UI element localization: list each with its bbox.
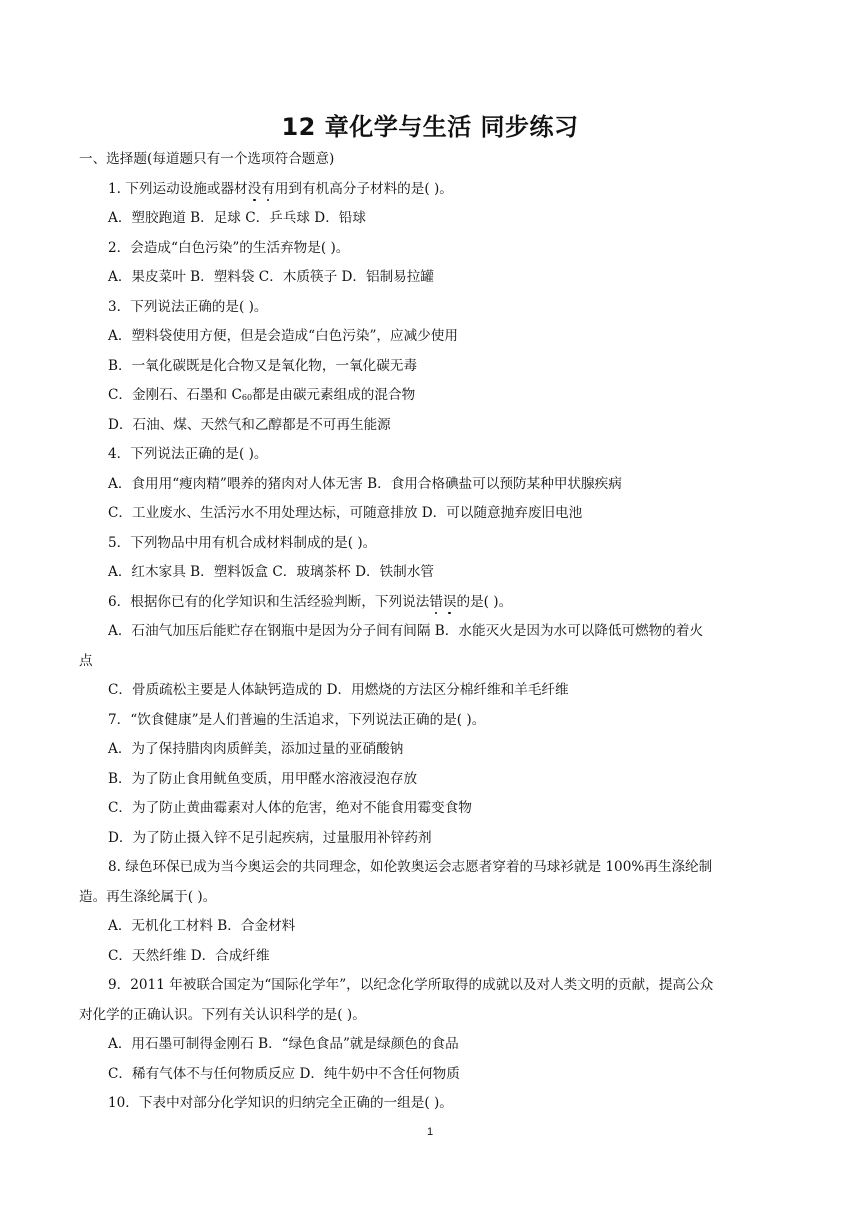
question-1-stem-end: 用到有机高分子材料的是( )。 xyxy=(274,181,453,197)
question-9-stem-wrap: 对化学的正确认识。下列有关认识科学的是( )。 xyxy=(79,1007,366,1023)
page-title: 12 章化学与生活 同步练习 xyxy=(281,113,579,141)
question-10-stem: 10．下表中对部分化学知识的归纳完全正确的一组是( )。 xyxy=(108,1095,453,1111)
question-8-options-cd: C．天然纤维 D．合成纤维 xyxy=(108,948,270,964)
question-9-options-ab: A．用石墨可制得金刚石 B．“绿色食品”就是绿颜色的食品 xyxy=(108,1036,459,1052)
question-1-stem-start: 1. 下列运动设施或器材 xyxy=(108,181,248,197)
question-8-stem-wrap: 造。再生涤纶属于( )。 xyxy=(79,889,217,905)
question-1-options: A．塑胶跑道 B．足球 C．乒乓球 D．铅球 xyxy=(108,210,366,226)
question-6-options-cd: C．骨质疏松主要是人体缺钙造成的 D．用燃烧的方法区分棉纤维和羊毛纤维 xyxy=(108,682,569,698)
question-2-stem: 2．会造成“白色污染”的生活弃物是( )。 xyxy=(108,240,350,256)
question-3-option-c xyxy=(108,386,415,407)
emphasis-char: 没 xyxy=(247,181,262,197)
emphasis-char: 误 xyxy=(442,594,457,610)
question-4-options-cd: C．工业废水、生活污水不用处理达标，可随意排放 D．可以随意抛弃废旧电池 xyxy=(108,505,583,521)
question-9-stem: 9．2011 年被联合国定为“国际化学年”，以纪念化学所取得的成就以及对人类文明的贡献，提高公众 xyxy=(108,977,714,993)
question-4-stem: 4．下列说法正确的是( )。 xyxy=(108,446,268,462)
question-7-option-c: C．为了防止黄曲霉素对人体的危害，绝对不能食用霉变食物 xyxy=(108,800,472,816)
question-6-stem xyxy=(108,593,512,611)
question-3-option-d: D．石油、煤、天然气和乙醇都是不可再生能源 xyxy=(108,417,391,433)
question-7-option-a: A．为了保持腊肉肉质鲜美，添加过量的亚硝酸钠 xyxy=(108,741,404,757)
question-4-options-ab: A．食用用“瘦肉精”喂养的猪肉对人体无害 B．食用合格碘盐可以预防某种甲状腺疾病 xyxy=(108,476,622,492)
page-number: 1 xyxy=(426,1126,434,1138)
question-6-options-ab-wrap: 点 xyxy=(79,653,93,669)
section-heading: 一、选择题(每道题只有一个选项符合题意) xyxy=(79,151,335,167)
question-6-stem-start: 6．根据你已有的化学知识和生活经验判断，下列说法 xyxy=(108,594,430,610)
question-7-option-b: B．为了防止食用鱿鱼变质，用甲醛水溶液浸泡存放 xyxy=(108,771,418,787)
question-8-stem: 8. 绿色环保已成为当今奥运会的共同理念，如伦敦奥运会志愿者穿着的马球衫就是 100%再生涤纶制 xyxy=(108,859,713,875)
emphasis-char: 错 xyxy=(429,594,443,610)
question-7-stem: 7．“饮食健康”是人们普遍的生活追求，下列说法正确的是( )。 xyxy=(108,712,486,728)
question-6-stem-end: 的是( )。 xyxy=(456,594,513,610)
question-3-option-b: B．一氧化碳既是化合物又是氧化物，一氧化碳无毒 xyxy=(108,358,418,374)
emphasis-char: 有 xyxy=(261,181,275,197)
question-2-options: A．果皮菜叶 B．塑料袋 C．木质筷子 D．铝制易拉罐 xyxy=(108,269,434,285)
question-1-stem xyxy=(108,180,453,198)
option-c-end: 都是由碳元素组成的混合物 xyxy=(252,387,416,403)
option-c-start: C．金刚石、石墨和 C xyxy=(108,387,242,403)
question-7-option-d: D．为了防止摄入锌不足引起疾病，过量服用补锌药剂 xyxy=(108,830,432,846)
question-9-options-cd: C．稀有气体不与任何物质反应 D．纯牛奶中不含任何物质 xyxy=(108,1066,460,1082)
question-3-stem: 3．下列说法正确的是( )。 xyxy=(108,299,268,315)
subscript: 60 xyxy=(241,393,253,402)
question-5-stem: 5．下列物品中用有机合成材料制成的是( )。 xyxy=(108,535,377,551)
question-6-options-ab: A．石油气加压后能贮存在钢瓶中是因为分子间有间隔 B．水能灭火是因为水可以降低可燃物的着火 xyxy=(108,623,704,639)
question-3-option-a: A．塑料袋使用方便，但是会造成“白色污染”，应减少使用 xyxy=(108,328,458,344)
question-8-options-ab: A．无机化工材料 B．合金材料 xyxy=(108,918,296,934)
question-5-options: A．红木家具 B．塑料饭盒 C．玻璃茶杯 D．铁制水管 xyxy=(108,564,434,580)
